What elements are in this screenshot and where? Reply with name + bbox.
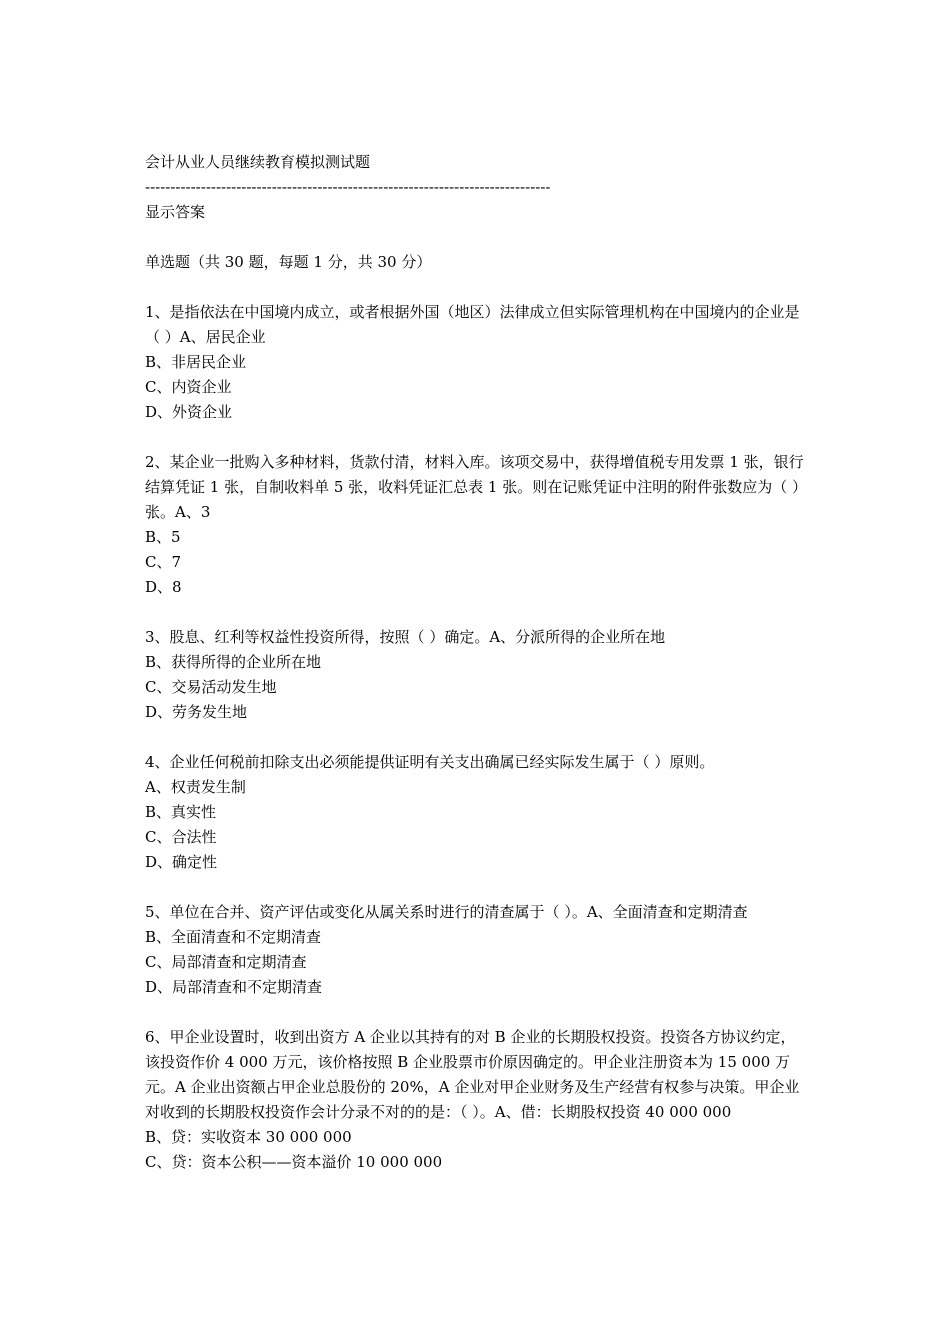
question-stem: 2、某企业一批购入多种材料，货款付清，材料入库。该项交易中，获得增值税专用发票 1 张，银行结算凭证 1 张，自制收料单 5 张，收料凭证汇总表 1 张。则在记账凭证中注明的附件张数应为（ ）张。A、3 <box>145 453 808 521</box>
section-heading: 单选题（共 30 题，每题 1 分，共 30 分） <box>145 253 432 271</box>
question-option[interactable]: D、劳务发生地 <box>145 703 248 721</box>
question-option[interactable]: B、真实性 <box>145 803 217 821</box>
question-4 <box>145 750 810 875</box>
question-option[interactable]: D、局部清查和不定期清查 <box>145 978 323 996</box>
question-stem: 6、甲企业设置时，收到出资方 A 企业以其持有的对 B 企业的长期股权投资。投资各方协议约定，该投资作价 4 000 万元，该价格按照 B 企业股票市价原因确定的。甲企业注册资本为 15 000 万元。A 企业出资额占甲企业总股份的 20%，A 企业对甲企业财务及生产经营有权参与决策。甲企业对收到的长期股权投资作会计分录不对的的是：（ ）。A、借：长期股权投资 40 000 000 <box>145 1028 800 1121</box>
question-stem: 5、单位在合并、资产评估或变化从属关系时进行的清查属于（ ）。A、全面清查和定期清查 <box>145 903 748 921</box>
question-option[interactable]: C、贷：资本公积——资本溢价 10 000 000 <box>145 1153 443 1171</box>
question-option[interactable]: C、内资企业 <box>145 378 232 396</box>
question-option[interactable]: D、外资企业 <box>145 403 233 421</box>
question-stem: 1、是指依法在中国境内成立，或者根据外国（地区）法律成立但实际管理机构在中国境内的企业是（ ）A、居民企业 <box>145 303 800 346</box>
question-option[interactable]: C、合法性 <box>145 828 217 846</box>
question-stem: 4、企业任何税前扣除支出必须能提供证明有关支出确属已经实际发生属于（ ）原则。 <box>145 753 715 771</box>
question-5 <box>145 900 810 1000</box>
question-option[interactable]: B、贷：实收资本 30 000 000 <box>145 1128 352 1146</box>
question-option[interactable]: D、8 <box>145 578 182 596</box>
spacer <box>145 225 810 250</box>
question-3 <box>145 625 810 725</box>
question-option[interactable]: B、非居民企业 <box>145 353 247 371</box>
question-option[interactable]: C、局部清查和定期清查 <box>145 953 307 971</box>
document-title: 会计从业人员继续教育模拟测试题 <box>145 153 371 171</box>
question-option[interactable]: B、全面清查和不定期清查 <box>145 928 322 946</box>
question-option[interactable]: C、7 <box>145 553 182 571</box>
question-option[interactable]: D、确定性 <box>145 853 218 871</box>
question-option[interactable]: A、权责发生制 <box>145 778 246 796</box>
question-6 <box>145 1025 810 1175</box>
document-page <box>145 150 810 1200</box>
question-option[interactable]: B、5 <box>145 528 181 546</box>
question-stem: 3、股息、红利等权益性投资所得，按照（ ）确定。A、分派所得的企业所在地 <box>145 628 666 646</box>
question-2 <box>145 450 810 600</box>
show-answer-link[interactable]: 显示答案 <box>145 203 206 221</box>
spacer <box>145 275 810 300</box>
question-option[interactable]: B、获得所得的企业所在地 <box>145 653 322 671</box>
divider-line: -------------------------------------------------------------------------------- <box>145 178 551 196</box>
question-option[interactable]: C、交易活动发生地 <box>145 678 277 696</box>
question-1 <box>145 300 810 425</box>
